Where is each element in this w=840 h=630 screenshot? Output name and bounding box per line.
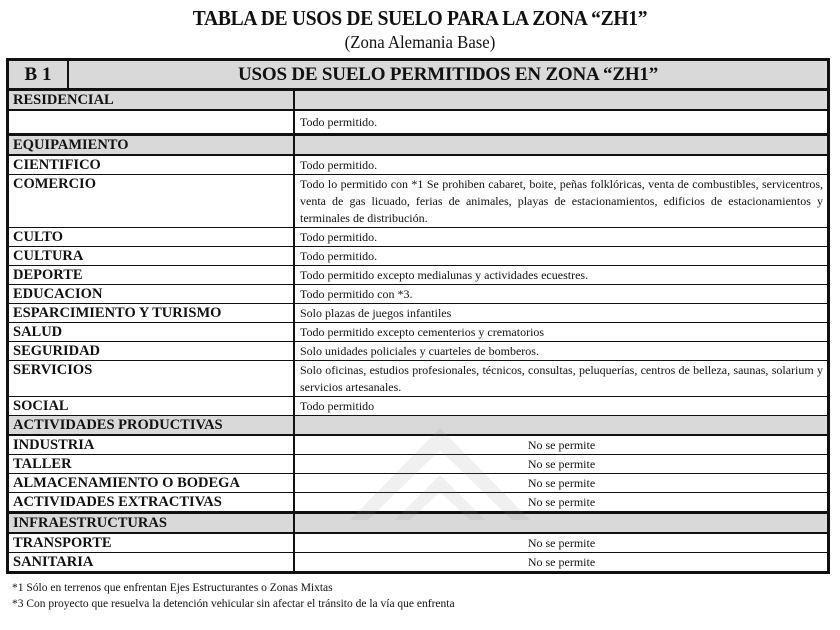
row-label: ESPARCIMIENTO Y TURISMO xyxy=(9,304,295,322)
row-label: CULTO xyxy=(9,228,295,246)
table-row xyxy=(9,266,827,285)
footnote-1: *1 Sólo en terrenos que enfrentan Ejes Estructurantes o Zonas Mixtas xyxy=(12,582,333,594)
document-subtitle: (Zona Alemania Base) xyxy=(344,32,496,52)
row-value: No se permite xyxy=(527,555,596,569)
row-value xyxy=(295,136,827,154)
row-value: No se permite xyxy=(527,536,596,550)
footnotes xyxy=(12,580,455,612)
row-value: Todo permitido excepto cementerios y crematorios xyxy=(300,325,545,339)
section-row xyxy=(9,91,827,111)
row-label: COMERCIO xyxy=(9,175,295,227)
row-label: EDUCACION xyxy=(9,285,295,303)
section-row xyxy=(9,136,827,156)
table-row xyxy=(9,156,827,175)
table-row xyxy=(9,228,827,247)
row-label: EQUIPAMIENTO xyxy=(9,136,295,154)
table-row xyxy=(9,304,827,323)
row-label: SEGURIDAD xyxy=(9,342,295,360)
table-header xyxy=(9,61,827,91)
row-value: Todo lo permitido con *1 Se prohiben cabaret, boite, peñas folklóricas, venta de combustibles, servicentros, venta de gas licuado, ferias de animales, playas de estacionamientos, edificios de estacionamientos y terminales de distribución. xyxy=(300,177,823,225)
row-value: No se permite xyxy=(527,476,596,490)
row-value: No se permite xyxy=(527,438,596,452)
section-row xyxy=(9,514,827,534)
row-label: SERVICIOS xyxy=(9,361,295,396)
row-label: CIENTIFICO xyxy=(9,156,295,174)
row-label: SALUD xyxy=(9,323,295,341)
row-value: Solo oficinas, estudios profesionales, técnicos, consultas, peluquerías, centros de belleza, saunas, solarium y servicios artesanales. xyxy=(300,363,823,394)
row-value: No se permite xyxy=(527,457,596,471)
table-row xyxy=(9,455,827,474)
row-label: SANITARIA xyxy=(9,553,295,571)
document-title: TABLA DE USOS DE SUELO PARA LA ZONA “ZH1” xyxy=(192,6,648,30)
row-label xyxy=(9,111,295,133)
table-row xyxy=(9,285,827,304)
table-row xyxy=(9,111,827,136)
table-row xyxy=(9,342,827,361)
row-label: ACTIVIDADES EXTRACTIVAS xyxy=(9,493,295,511)
row-label: RESIDENCIAL xyxy=(9,91,295,109)
table-row xyxy=(9,553,827,571)
table-row xyxy=(9,323,827,342)
row-label: ALMACENAMIENTO O BODEGA xyxy=(9,474,295,492)
table-heading: USOS DE SUELO PERMITIDOS EN ZONA “ZH1” xyxy=(238,63,658,85)
row-value: No se permite xyxy=(527,495,596,509)
table-row xyxy=(9,493,827,514)
row-label: INFRAESTRUCTURAS xyxy=(9,514,295,532)
row-value: Todo permitido. xyxy=(300,158,378,172)
table-row xyxy=(9,474,827,493)
section-row xyxy=(9,416,827,436)
table-code: B 1 xyxy=(9,61,69,88)
row-label: SOCIAL xyxy=(9,397,295,415)
row-value: Todo permitido xyxy=(300,399,375,413)
row-value: Todo permitido. xyxy=(300,249,378,263)
row-label: CULTURA xyxy=(9,247,295,265)
footnote-3: *3 Con proyecto que resuelva la detención vehicular sin afectar el tránsito de la vía que enfrenta xyxy=(12,598,455,610)
table-row xyxy=(9,175,827,228)
row-value: Solo plazas de juegos infantiles xyxy=(300,306,452,320)
table-row xyxy=(9,534,827,553)
row-value: Solo unidades policiales y cuarteles de bomberos. xyxy=(300,344,539,358)
row-label: TALLER xyxy=(9,455,295,473)
table-row xyxy=(9,247,827,266)
row-value: Todo permitido excepto medialunas y actividades ecuestres. xyxy=(300,268,589,282)
table-row xyxy=(9,397,827,416)
table-row xyxy=(9,436,827,455)
row-value: Todo permitido. xyxy=(300,115,378,129)
row-label: TRANSPORTE xyxy=(9,534,295,552)
row-value: Todo permitido con *3. xyxy=(300,287,413,301)
row-label: INDUSTRIA xyxy=(9,436,295,454)
row-value xyxy=(295,514,827,532)
row-label: ACTIVIDADES PRODUCTIVAS xyxy=(9,416,295,434)
row-value xyxy=(295,91,827,109)
row-value xyxy=(295,416,827,434)
table-row xyxy=(9,361,827,397)
land-use-table xyxy=(6,58,830,574)
row-label: DEPORTE xyxy=(9,266,295,284)
row-value: Todo permitido. xyxy=(300,230,378,244)
